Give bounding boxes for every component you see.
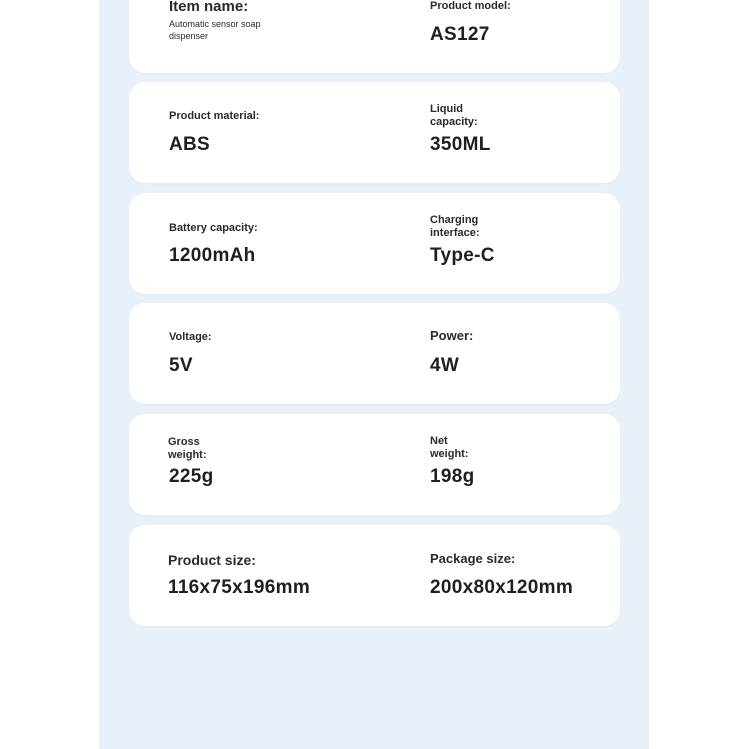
spec-product-material (169, 110, 259, 123)
spec-card-size (129, 525, 620, 626)
spec-charging-interface (430, 214, 480, 239)
spec-value: Automatic sensor soap dispenser (169, 19, 261, 41)
spec-net-weight (430, 435, 469, 460)
spec-product-size (168, 552, 256, 568)
spec-label: Gross weight: (168, 436, 207, 461)
spec-card-battery (129, 193, 620, 294)
spec-voltage (169, 331, 212, 344)
spec-card-voltage (129, 303, 620, 404)
spec-label: Product model: (430, 0, 511, 12)
spec-label: Net weight: (430, 435, 469, 460)
spec-value: 225g (169, 466, 214, 487)
spec-value: AS127 (430, 24, 490, 45)
spec-power (430, 329, 473, 344)
spec-label: Item name: (169, 0, 249, 15)
spec-value: Type-C (430, 245, 495, 266)
spec-label: Package size: (430, 551, 516, 566)
spec-card-material (129, 82, 620, 183)
spec-label: Power: (430, 328, 474, 343)
spec-label: Battery capacity: (169, 222, 258, 234)
spec-product-model (430, 0, 511, 13)
spec-value: 350ML (430, 134, 491, 155)
spec-value: 4W (430, 355, 460, 376)
spec-value: 1200mAh (169, 245, 256, 266)
spec-value: 5V (169, 355, 193, 376)
spec-package-size (430, 552, 515, 567)
spec-battery-capacity (169, 222, 258, 235)
spec-label: Product size: (168, 552, 256, 568)
spec-value: 198g (430, 466, 475, 487)
spec-card-item (129, 0, 620, 73)
spec-item-name (169, 0, 261, 43)
spec-label: Voltage: (169, 331, 212, 343)
spec-value: 200x80x120mm (430, 577, 574, 598)
spec-value: ABS (169, 134, 211, 155)
spec-card-weight (129, 414, 620, 515)
spec-value: 116x75x196mm (168, 577, 311, 598)
spec-liquid-capacity (430, 103, 478, 128)
spec-gross-weight (168, 436, 207, 461)
spec-label: Charging interface: (430, 214, 480, 239)
spec-label: Liquid capacity: (430, 103, 478, 128)
spec-label: Product material: (169, 110, 260, 122)
